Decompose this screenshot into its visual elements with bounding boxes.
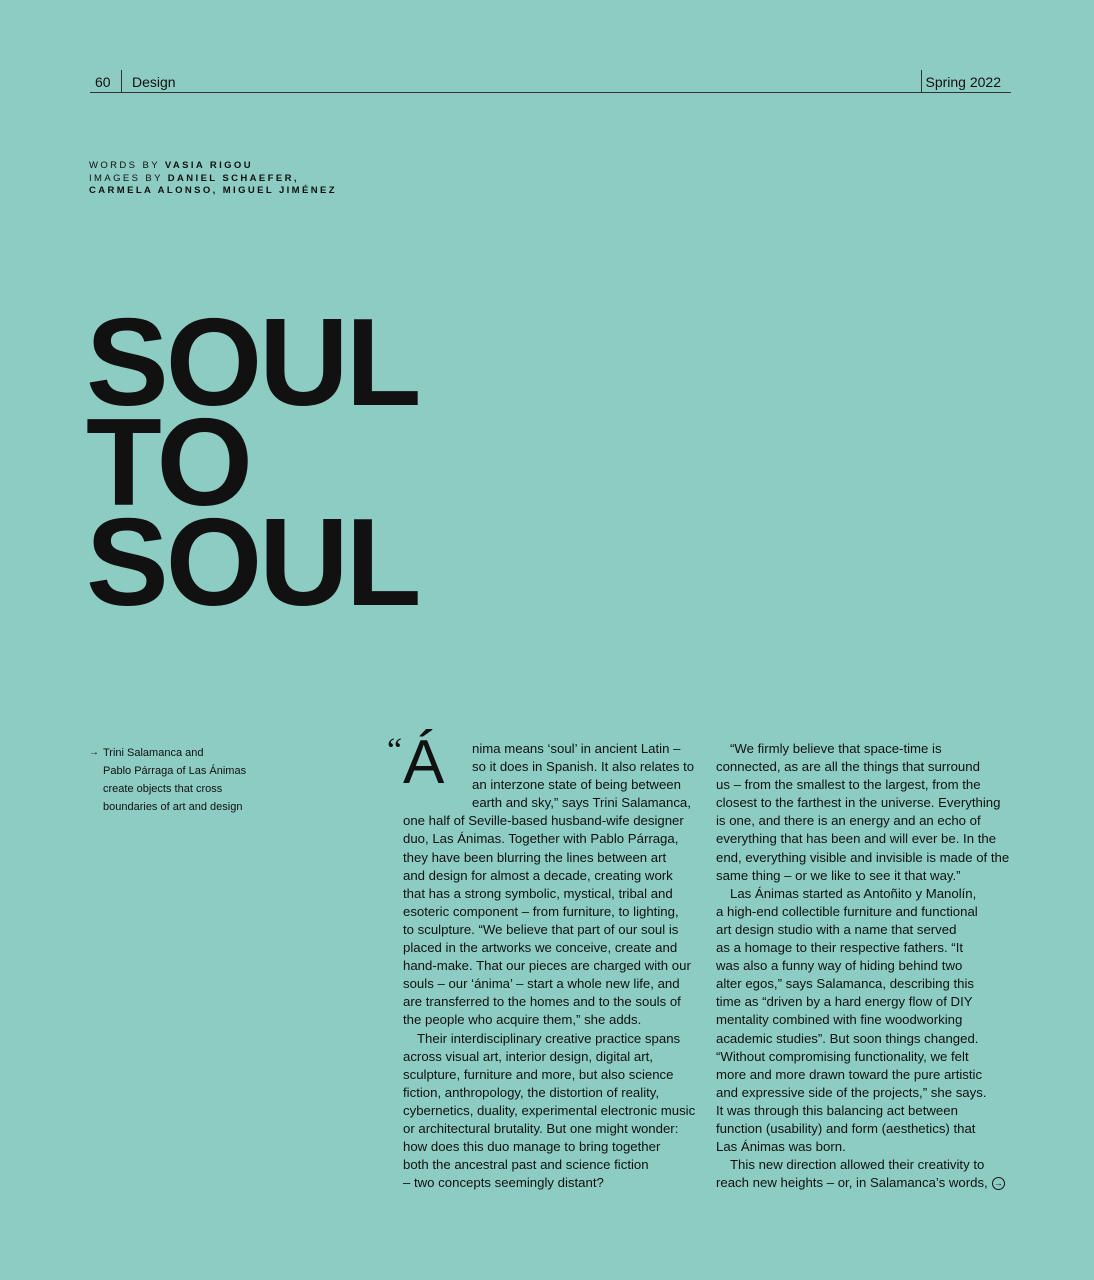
article-column-1 bbox=[403, 740, 703, 1192]
photo-caption bbox=[89, 744, 259, 816]
text-line: souls – our ‘ánima’ – start a whole new life, and bbox=[403, 976, 680, 992]
text-line: It was through this balancing act between bbox=[716, 1102, 958, 1118]
text-line: Las Ánimas started as Antoñito y Manolín, bbox=[730, 885, 977, 901]
continue-arrow-icon: → bbox=[993, 1178, 1003, 1189]
images-authors: DANIEL SCHAEFER, bbox=[167, 172, 299, 184]
text-line: was also a funny way of hiding behind two bbox=[716, 958, 963, 974]
text-line: – two concepts seemingly distant? bbox=[403, 1175, 604, 1191]
text-line: so it does in Spanish. It also relates to bbox=[472, 759, 695, 775]
text-line: This new direction allowed their creativity to bbox=[730, 1157, 985, 1173]
images-label: IMAGES BY bbox=[89, 172, 163, 184]
text-line: reach new heights – or, in Salamanca’s words, → bbox=[716, 1175, 1003, 1191]
text-line: one half of Seville-based husband-wife designer bbox=[403, 813, 684, 829]
text-line: that has a strong symbolic, mystical, tribal and bbox=[403, 885, 673, 901]
text-line: esoteric component – from furniture, to lighting, bbox=[403, 903, 679, 919]
page-number: 60 bbox=[95, 74, 111, 90]
text-line: nima means ‘soul’ in ancient Latin – bbox=[472, 741, 681, 756]
paragraph bbox=[716, 885, 1016, 1156]
text-line: connected, as are all the things that surround bbox=[716, 759, 980, 775]
credits bbox=[89, 160, 337, 198]
headline-line: TO bbox=[86, 394, 250, 532]
images-authors-continued: CARMELA ALONSO, MIGUEL JIMÉNEZ bbox=[89, 185, 337, 196]
caption-text bbox=[89, 744, 259, 816]
text-line: sculpture, furniture and more, but also science bbox=[403, 1066, 674, 1082]
text-line: art design studio with a name that served bbox=[716, 921, 957, 937]
text-line: a high-end collectible furniture and functional bbox=[716, 903, 978, 919]
drop-cap-lines bbox=[472, 740, 703, 812]
headline-line: SOUL bbox=[86, 494, 419, 632]
text-line: are transferred to the homes and to the souls of bbox=[403, 994, 681, 1010]
text-line: they have been blurring the lines between art bbox=[403, 849, 667, 865]
header-divider bbox=[921, 70, 922, 92]
article-column-2 bbox=[716, 740, 1016, 1192]
text-line: and expressive side of the projects,” she says. bbox=[716, 1084, 987, 1100]
paragraph bbox=[716, 740, 1016, 885]
words-label: WORDS BY bbox=[89, 160, 160, 171]
paragraph bbox=[403, 812, 703, 1029]
drop-cap: Á bbox=[403, 728, 445, 797]
text-line: earth and sky,” says Trini Salamanca, bbox=[472, 795, 691, 811]
text-line: Las Ánimas was born. bbox=[716, 1139, 846, 1155]
text-line: time as “driven by a hard energy flow of DIY bbox=[716, 994, 973, 1010]
text-line: Pablo Párraga of Las Ánimas bbox=[103, 765, 247, 777]
text-line: both the ancestral past and science fiction bbox=[403, 1157, 649, 1173]
text-line: and design for almost a decade, creating work bbox=[403, 867, 673, 883]
section-name: Design bbox=[132, 74, 176, 90]
text-line: create objects that cross bbox=[103, 783, 223, 795]
text-line: the people who acquire them,” she adds. bbox=[403, 1012, 642, 1028]
text-line: hand-make. That our pieces are charged with our bbox=[403, 958, 691, 974]
words-author: VASIA RIGOU bbox=[164, 160, 253, 171]
text-line: more and more drawn toward the pure artistic bbox=[716, 1066, 983, 1082]
text-line: placed in the artworks we conceive, create and bbox=[403, 940, 678, 956]
text-line: how does this duo manage to bring together bbox=[403, 1139, 661, 1155]
text-line: “We firmly believe that space-time is bbox=[730, 741, 942, 756]
paragraph bbox=[403, 1030, 703, 1193]
text-line: across visual art, interior design, digital art, bbox=[403, 1048, 653, 1064]
text-line: mentality combined with fine woodworking bbox=[716, 1012, 963, 1028]
text-line: alter egos,” says Salamanca, describing this bbox=[716, 976, 975, 992]
text-line: to sculpture. “We believe that part of our soul is bbox=[403, 921, 679, 937]
text-line: function (usability) and form (aesthetics) that bbox=[716, 1120, 976, 1136]
text-line: everything that has been and will ever be. In the bbox=[716, 831, 997, 847]
text-line: fiction, anthropology, the distortion of reality, bbox=[403, 1084, 660, 1100]
arrow-icon: → bbox=[89, 747, 99, 758]
text-line: is one, and there is an energy and an echo of bbox=[716, 813, 981, 829]
text-line: closest to the farthest in the universe. Everything bbox=[716, 795, 1001, 811]
text-line: academic studies”. But soon things changed. bbox=[716, 1030, 979, 1046]
paragraph bbox=[716, 1156, 1016, 1192]
text-line: as a homage to their respective fathers. “It bbox=[716, 940, 964, 956]
text-line: end, everything visible and invisible is made of the bbox=[716, 849, 1010, 865]
text-line: us – from the smallest to the largest, from the bbox=[716, 777, 981, 793]
text-line: boundaries of art and design bbox=[103, 801, 243, 813]
running-header bbox=[90, 70, 1011, 93]
text-line: same thing – or we like to see it that way.” bbox=[716, 867, 961, 883]
text-line: an interzone state of being between bbox=[472, 777, 681, 793]
text-line: cybernetics, duality, experimental electronic music bbox=[403, 1102, 696, 1118]
text-line: Trini Salamanca and bbox=[103, 747, 204, 759]
text-line: “Without compromising functionality, we felt bbox=[716, 1048, 969, 1064]
opening-quote-mark: “ bbox=[387, 732, 403, 769]
article-headline bbox=[86, 294, 419, 632]
issue-label: Spring 2022 bbox=[925, 74, 1001, 90]
text-line: Their interdisciplinary creative practice spans bbox=[417, 1030, 681, 1046]
headline-line: SOUL bbox=[86, 294, 419, 432]
text-line: duo, Las Ánimas. Together with Pablo Párraga, bbox=[403, 831, 679, 847]
text-line: or architectural brutality. But one might wonder: bbox=[403, 1120, 679, 1136]
header-divider bbox=[121, 70, 122, 92]
